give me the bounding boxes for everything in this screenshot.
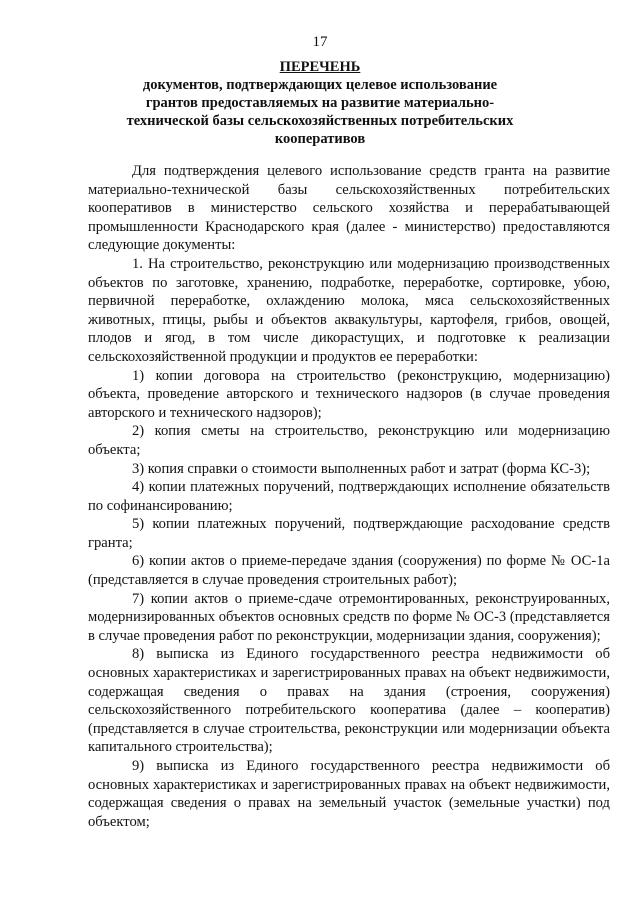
section-1-paragraph: 1. На строительство, реконструкцию или модернизацию производственных объектов по заготовке, хранению, подработке, переработке, сортировке, убою, первичной переработке, охлаждению молока, мяса сельскохозяйственных животных, птицы, рыбы и объектов аквакультуры, картофеля, грибов, овощей, плодов и ягод, в том числе дикорастущих, и подготовке к реализации сельскохозяйственной продукции и продуктов ее переработки: [88,255,610,365]
document-subtitle-line: кооперативов [274,131,366,147]
list-item-1: 1) копии договора на строительство (реконструкцию, модернизацию) объекта, проведение авторского и технического надзоров (в случае проведения авторского и технического надзоров); [88,367,610,421]
intro-paragraph: Для подтверждения целевого использование средств гранта на развитие материально-технической базы сельскохозяйственных потребительских кооперативов в министерство сельского хозяйства и перерабатывающей промышленности Краснодарского края (далее - министерство) предоставляются следующие документы: [88,163,610,254]
list-item-4: 4) копии платежных поручений, подтверждающих исполнение обязательств по софинансированию; [88,479,610,514]
document-body [88,162,610,831]
document-title: ПЕРЕЧЕНЬ [279,59,361,75]
list-item-9: 9) выписка из Единого государственного реестра недвижимости об основных характеристиках и зарегистрированных правах на объект недвижимости, содержащая сведения о правах на земельный участок (земельные участки) под объектом; [88,758,610,830]
list-item-6: 6) копии актов о приеме-передаче здания (сооружения) по форме № ОС-1а (представляется в случае проведения строительных работ); [88,553,610,589]
document-subtitle-line: документов, подтверждающих целевое использование [142,77,498,93]
list-item-5: 5) копии платежных поручений, подтверждающие расходование средств гранта; [88,516,610,551]
list-item-3: 3) копия справки о стоимости выполненных работ и затрат (форма КС-3); [132,460,591,477]
list-item-7: 7) копии актов о приеме-сдаче отремонтированных, реконструированных, модернизированных объектов основных средств по форме № ОС-3 (представляется в случае проведения работ по реконструкции, модернизации здания, сооружения); [88,590,610,644]
document-subtitle-line: грантов предоставляемых на развитие материально- [145,95,495,111]
document-subtitle-line: технической базы сельскохозяйственных потребительских [126,113,514,129]
document-heading [0,58,640,148]
list-item-8: 8) выписка из Единого государственного реестра недвижимости об основных характеристиках и зарегистрированных правах на объект недвижимости, содержащая сведения о правах на здания (строения, сооружения) сельскохозяйственного потребительского кооператива (далее – кооператив) (представляется в случае строительства, реконструкции или модернизации объекта капитального строительства); [88,646,610,756]
list-item-2: 2) копия сметы на строительство, реконструкцию или модернизацию объекта; [88,423,610,458]
page-number: 17 [312,34,328,50]
